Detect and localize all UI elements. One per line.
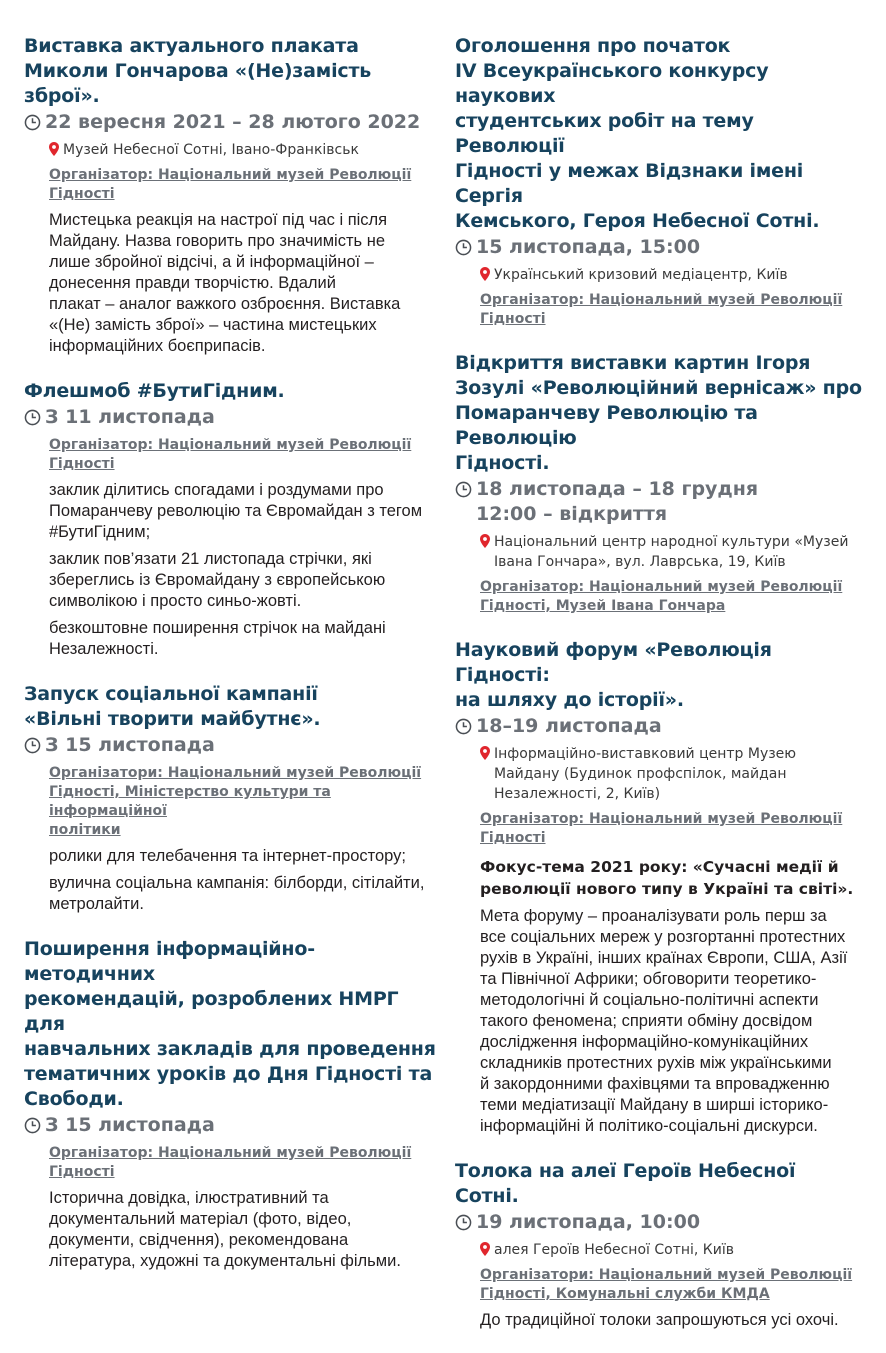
event-methodical-recommendations <box>24 937 439 1272</box>
clock-icon <box>455 718 472 735</box>
event-date: 18–19 листопада <box>455 714 865 739</box>
event-location: Музей Небесної Сотні, Івано-Франківськ <box>49 140 439 160</box>
event-title: Толока на алеї Героїв Небесної Сотні. <box>455 1160 796 1207</box>
clock-icon <box>24 409 41 426</box>
focus-topic: Фокус-тема 2021 року: «Сучасні медії й революції нового типу в Україні та світі». <box>480 858 854 898</box>
event-title: Оголошення про початок IV Всеукраїнського конкурсу наукових студентських робіт на тему Революції Гідності у межах Відзнаки імені Сергія Кемського, Героя Небесної Сотні. <box>455 35 820 232</box>
event-location: Національний центр народної культури «Музей Івана Гончара», вул. Лаврська, 19, Київ <box>480 532 865 572</box>
event-social-campaign <box>24 682 439 915</box>
event-student-contest <box>455 34 865 329</box>
clock-icon <box>455 481 472 498</box>
event-date: З 15 листопада <box>24 1113 439 1138</box>
right-column <box>455 34 865 1353</box>
location-pin-icon <box>480 1242 490 1256</box>
event-title: Виставка актуального плаката Миколи Гончарова «(Не)замість зброї». <box>24 35 372 107</box>
clock-icon <box>24 737 41 754</box>
event-location: Український кризовий медіацентр, Київ <box>480 265 865 285</box>
event-title: Науковий форум «Революція Гідності: на шляху до історії». <box>455 639 772 711</box>
event-date: 19 листопада, 10:00 <box>455 1210 865 1235</box>
event-date: 18 листопада – 18 грудня 12:00 – відкриття <box>455 477 865 527</box>
clock-icon <box>455 1214 472 1231</box>
event-title: Поширення інформаційно-методичних рекомендацій, розроблених НМРГ для навчальних закладів для проведення тематичних уроків до Дня Гідності та Свободи. <box>24 938 436 1110</box>
clock-icon <box>24 1117 41 1134</box>
event-organizer-link[interactable]: Організатор: Національний музей Революції Гідності, Музей Івана Гончара <box>480 579 843 614</box>
event-organizer-link[interactable]: Організатор: Національний музей Революції Гідності <box>49 1145 412 1180</box>
event-location: Інформаційно-виставковий центр Музею Майдану (Будинок профспілок, майдан Незалежності, 2, Київ) <box>480 744 865 804</box>
event-organizer-link[interactable]: Організатор: Національний музей Революції Гідності <box>480 292 843 327</box>
event-date: З 15 листопада <box>24 733 439 758</box>
event-date: З 11 листопада <box>24 405 439 430</box>
event-description: заклик пов’язати 21 листопада стрічки, які збереглись із Євромайдану з європейською символікою і просто синьо-жовті. <box>49 550 386 610</box>
event-organizer-link[interactable]: Організатор: Національний музей Революції Гідності <box>480 811 843 846</box>
event-scientific-forum <box>455 638 865 1137</box>
event-organizer-link[interactable]: Організатори: Національний музей Революції Гідності, Комунальні служби КМДА <box>480 1267 853 1302</box>
left-column <box>24 34 439 1294</box>
event-description: заклик ділитись спогадами і роздумами про Помаранчеву революцію та Євромайдан з тегом #БутиГідним; <box>49 481 423 541</box>
event-poster-exhibition <box>24 34 439 357</box>
clock-icon <box>455 239 472 256</box>
event-title: Флешмоб #БутиГідним. <box>24 380 285 402</box>
event-organizer-link[interactable]: Організатор: Національний музей Революції Гідності <box>49 167 412 202</box>
location-pin-icon <box>49 142 59 156</box>
event-date: 22 вересня 2021 – 28 лютого 2022 <box>24 110 439 135</box>
event-description: Історична довідка, ілюстративний та документальний матеріал (фото, відео, документи, свідчення), рекомендована література, художні та документальні фільми. <box>49 1189 401 1270</box>
event-title: Запуск соціальної кампанії «Вільні творити майбутнє». <box>24 683 321 730</box>
event-description: До традиційної толоки запрошуються усі охочі. <box>480 1311 839 1329</box>
location-pin-icon <box>480 267 490 281</box>
event-organizer-link[interactable]: Організатори: Національний музей Революції Гідності, Міністерство культури та інформаційної політики <box>49 765 422 838</box>
location-pin-icon <box>480 746 490 760</box>
event-painting-exhibition <box>455 351 865 616</box>
clock-icon <box>24 114 41 131</box>
event-description: Мистецька реакція на настрої під час і після Майдану. Назва говорить про значимість не лише збройної відсічі, а й інформаційної – донесення правди творчістю. Вдалий плакат – аналог важкого озброєння. Виставка «(Не) замість зброї» – частина мистецьких інформаційних боєприпасів. <box>49 211 401 355</box>
event-description: вулична соціальна кампанія: білборди, сітілайти, метролайти. <box>49 874 425 913</box>
event-organizer-link[interactable]: Організатор: Національний музей Революції Гідності <box>49 437 412 472</box>
event-description: Мета форуму – проаналізувати роль перш за все соціальних мереж у розгортанні протестних рухів в Україні, інших країнах Європи, США, Азії та Північної Африки; обговорити теоретико- методологічні й соціально-політичні аспекти такого феномена; сприяти обміну досвідом дослідження інформаційно-комунікаційних складників протестних рухів між українськими й закордонними фахівцями та впровадженню теми медіатизації Майдану в ширші історико- інформаційні й політико-соціальні дискурси. <box>480 907 848 1135</box>
event-description: безкоштовне поширення стрічок на майдані Незалежності. <box>49 619 386 658</box>
event-title: Відкриття виставки картин Ігоря Зозулі «Революційний вернісаж» про Помаранчеву Революцію та Революцію Гідності. <box>455 352 862 474</box>
event-description: ролики для телебачення та інтернет-простору; <box>49 847 406 865</box>
event-flashmob <box>24 379 439 660</box>
event-toloka <box>455 1159 865 1331</box>
event-date: 15 листопада, 15:00 <box>455 235 865 260</box>
event-location: алея Героїв Небесної Сотні, Київ <box>480 1240 865 1260</box>
location-pin-icon <box>480 534 490 548</box>
